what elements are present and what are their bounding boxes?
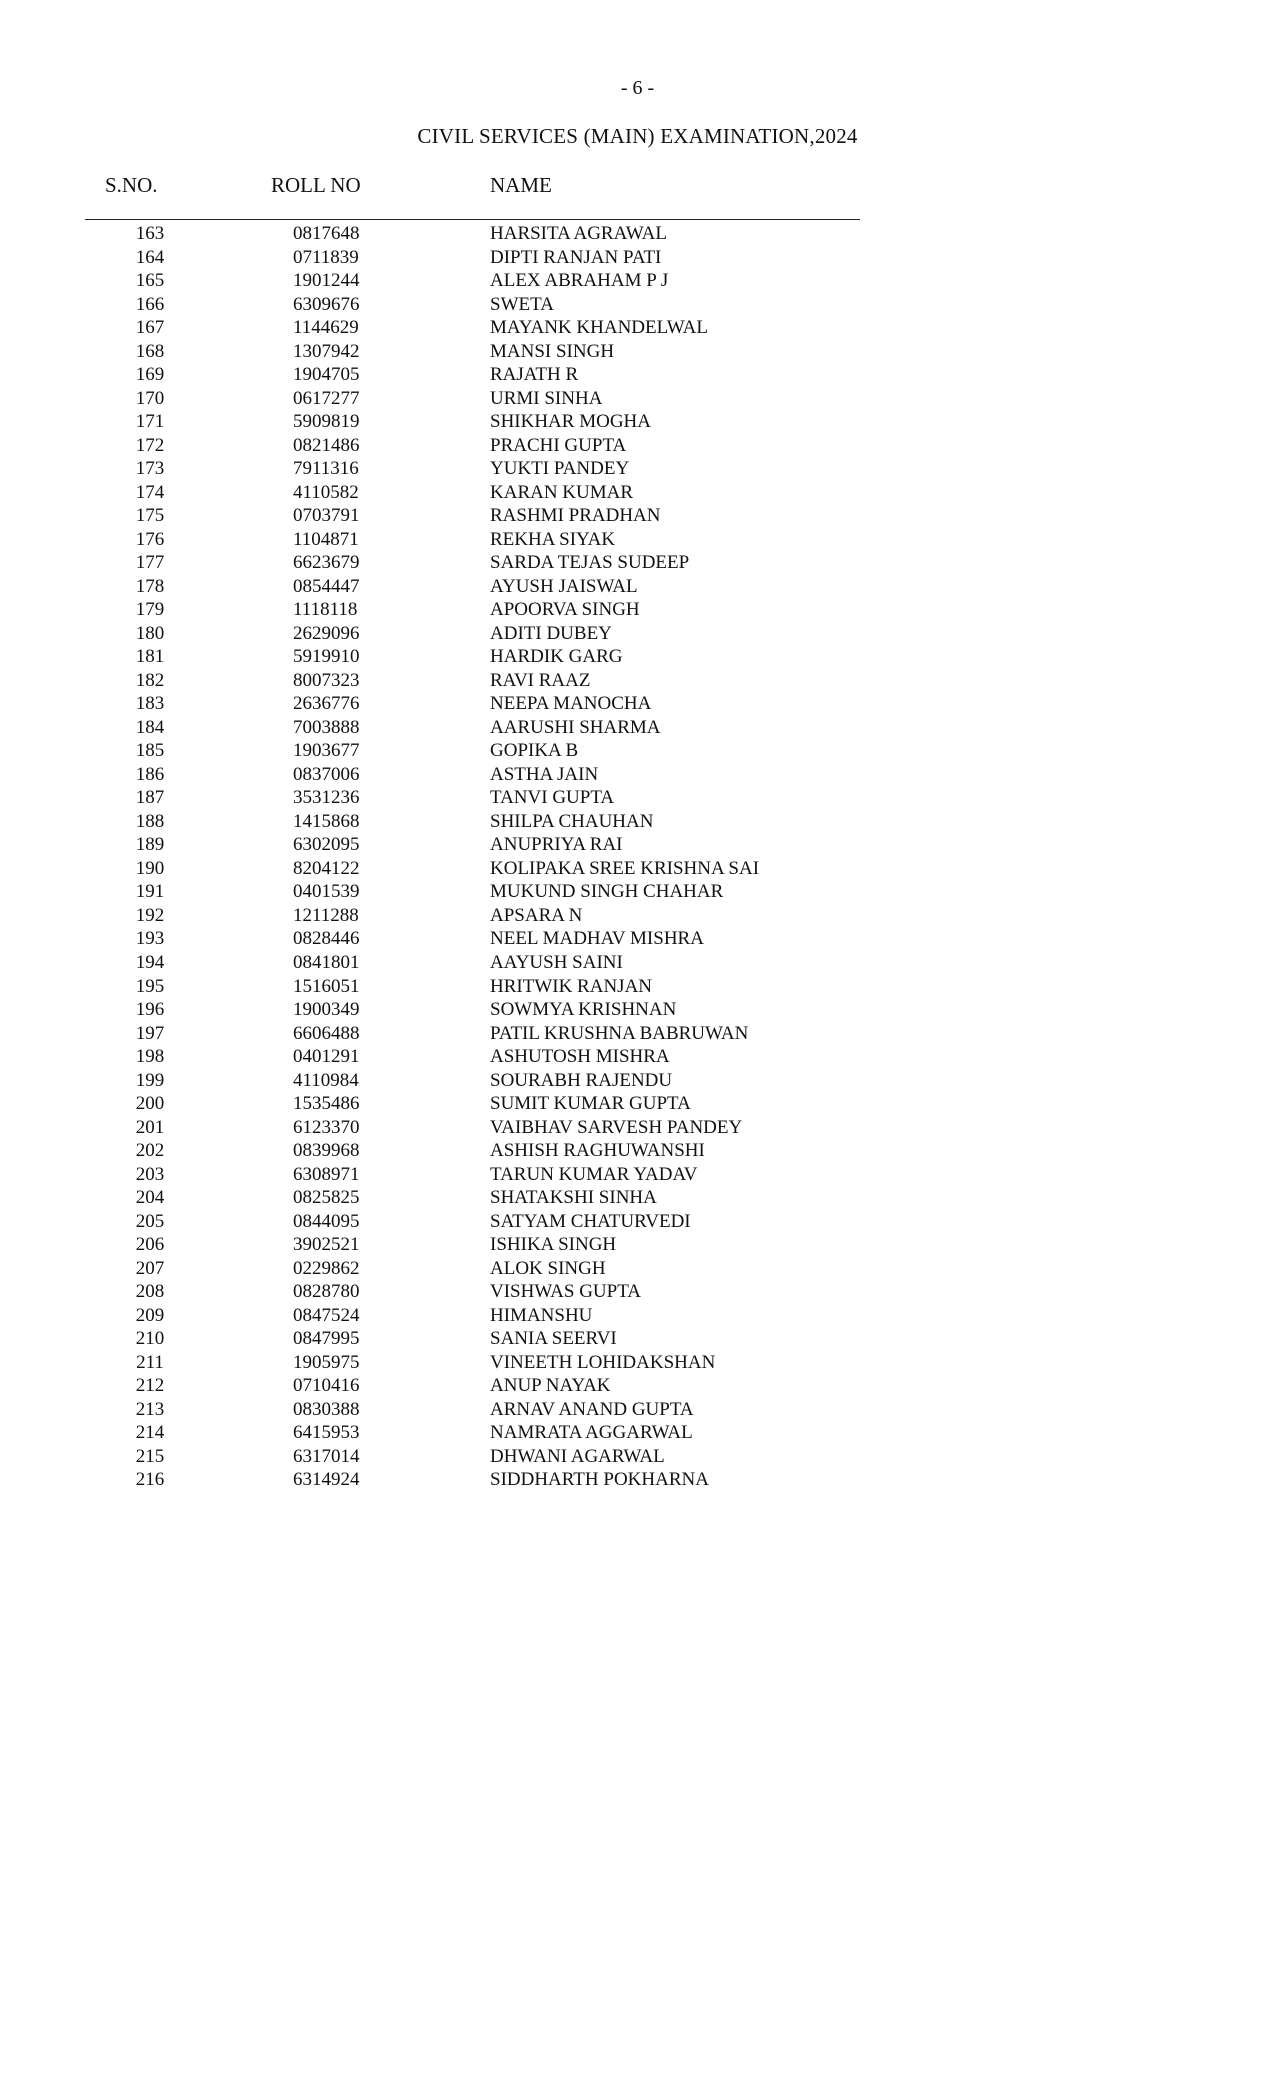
table-row bbox=[0, 269, 900, 293]
serial-number-cell: 188 bbox=[135, 810, 165, 832]
serial-number-cell: 214 bbox=[135, 1422, 165, 1444]
roll-number-cell: 1535486 bbox=[293, 1093, 360, 1115]
table-row bbox=[0, 222, 900, 246]
table-row bbox=[0, 363, 900, 387]
roll-number-cell: 6309676 bbox=[293, 293, 360, 315]
serial-number-cell: 196 bbox=[135, 999, 165, 1021]
table-row bbox=[0, 410, 900, 434]
roll-number-cell: 1516051 bbox=[293, 975, 360, 997]
candidate-name-cell: VAIBHAV SARVESH PANDEY bbox=[490, 1116, 743, 1138]
roll-number-cell: 0837006 bbox=[293, 763, 360, 785]
table-row bbox=[0, 575, 900, 599]
serial-number-cell: 175 bbox=[135, 505, 165, 527]
table-row bbox=[0, 434, 900, 458]
table-row bbox=[0, 1257, 900, 1281]
serial-number-cell: 197 bbox=[135, 1022, 165, 1044]
table-row bbox=[0, 1445, 900, 1469]
table-row bbox=[0, 716, 900, 740]
roll-number-cell: 0711839 bbox=[293, 246, 359, 268]
roll-number-cell: 6317014 bbox=[293, 1445, 360, 1467]
roll-number-cell: 1211288 bbox=[293, 904, 359, 926]
roll-number-cell: 6606488 bbox=[293, 1022, 360, 1044]
roll-number-cell: 0828446 bbox=[293, 928, 360, 950]
candidate-name-cell: GOPIKA B bbox=[490, 740, 579, 762]
candidate-name-cell: PRACHI GUPTA bbox=[490, 434, 627, 456]
table-row bbox=[0, 1398, 900, 1422]
roll-number-cell: 1144629 bbox=[293, 317, 359, 339]
candidate-name-cell: AARUSHI SHARMA bbox=[490, 716, 661, 738]
serial-number-cell: 183 bbox=[135, 693, 165, 715]
candidate-name-cell: HIMANSHU bbox=[490, 1304, 593, 1326]
table-row bbox=[0, 246, 900, 270]
table-row bbox=[0, 739, 900, 763]
table-row bbox=[0, 387, 900, 411]
table-row bbox=[0, 692, 900, 716]
roll-number-cell: 7911316 bbox=[293, 458, 359, 480]
candidate-name-cell: SOWMYA KRISHNAN bbox=[490, 999, 677, 1021]
serial-number-cell: 200 bbox=[135, 1093, 165, 1115]
table-row bbox=[0, 1186, 900, 1210]
candidate-name-cell: RAJATH R bbox=[490, 364, 579, 386]
serial-number-cell: 207 bbox=[135, 1257, 165, 1279]
roll-number-cell: 0841801 bbox=[293, 951, 360, 973]
roll-number-cell: 8204122 bbox=[293, 857, 360, 879]
candidate-name-cell: ARNAV ANAND GUPTA bbox=[490, 1398, 694, 1420]
candidate-name-cell: SATYAM CHATURVEDI bbox=[490, 1210, 691, 1232]
candidate-name-cell: PATIL KRUSHNA BABRUWAN bbox=[490, 1022, 749, 1044]
serial-number-cell: 201 bbox=[135, 1116, 165, 1138]
serial-number-cell: 198 bbox=[135, 1046, 165, 1068]
serial-number-cell: 181 bbox=[135, 646, 165, 668]
table-row bbox=[0, 1468, 900, 1492]
table-row bbox=[0, 975, 900, 999]
candidate-name-cell: TARUN KUMAR YADAV bbox=[490, 1163, 698, 1185]
serial-number-cell: 210 bbox=[135, 1328, 165, 1350]
roll-number-cell: 1901244 bbox=[293, 270, 360, 292]
serial-number-cell: 193 bbox=[135, 928, 165, 950]
serial-number-cell: 185 bbox=[135, 740, 165, 762]
table-row bbox=[0, 763, 900, 787]
roll-number-cell: 0617277 bbox=[293, 387, 360, 409]
serial-number-cell: 171 bbox=[135, 411, 165, 433]
column-header-roll-no: ROLL NO bbox=[271, 173, 361, 197]
roll-number-cell: 0847995 bbox=[293, 1328, 360, 1350]
candidate-name-cell: APOORVA SINGH bbox=[490, 599, 640, 621]
table-row bbox=[0, 340, 900, 364]
serial-number-cell: 174 bbox=[135, 481, 165, 503]
serial-number-cell: 195 bbox=[135, 975, 165, 997]
roll-number-cell: 2636776 bbox=[293, 693, 360, 715]
table-header bbox=[0, 171, 900, 199]
candidate-name-cell: NEEL MADHAV MISHRA bbox=[490, 928, 704, 950]
table-row bbox=[0, 528, 900, 552]
roll-number-cell: 3902521 bbox=[293, 1234, 360, 1256]
candidate-name-cell: DIPTI RANJAN PATI bbox=[490, 246, 662, 268]
roll-number-cell: 5919910 bbox=[293, 646, 360, 668]
table-row bbox=[0, 1210, 900, 1234]
roll-number-cell: 0401539 bbox=[293, 881, 360, 903]
serial-number-cell: 192 bbox=[135, 904, 165, 926]
table-row bbox=[0, 1069, 900, 1093]
table-row bbox=[0, 1139, 900, 1163]
candidate-name-cell: VINEETH LOHIDAKSHAN bbox=[490, 1351, 716, 1373]
results-table bbox=[0, 222, 900, 1492]
serial-number-cell: 180 bbox=[135, 622, 165, 644]
candidate-name-cell: RAVI RAAZ bbox=[490, 669, 591, 691]
serial-number-cell: 209 bbox=[135, 1304, 165, 1326]
roll-number-cell: 0839968 bbox=[293, 1140, 360, 1162]
table-row bbox=[0, 1022, 900, 1046]
table-row bbox=[0, 645, 900, 669]
candidate-name-cell: NAMRATA AGGARWAL bbox=[490, 1422, 693, 1444]
serial-number-cell: 189 bbox=[135, 834, 165, 856]
roll-number-cell: 6415953 bbox=[293, 1422, 360, 1444]
table-row bbox=[0, 504, 900, 528]
roll-number-cell: 5909819 bbox=[293, 411, 360, 433]
table-row bbox=[0, 904, 900, 928]
candidate-name-cell: YUKTI PANDEY bbox=[490, 458, 630, 480]
candidate-name-cell: SHIKHAR MOGHA bbox=[490, 411, 651, 433]
table-row bbox=[0, 551, 900, 575]
table-row bbox=[0, 598, 900, 622]
roll-number-cell: 8007323 bbox=[293, 669, 360, 691]
serial-number-cell: 215 bbox=[135, 1445, 165, 1467]
candidate-name-cell: SHILPA CHAUHAN bbox=[490, 810, 654, 832]
candidate-name-cell: ALEX ABRAHAM P J bbox=[490, 270, 669, 292]
candidate-name-cell: APSARA N bbox=[490, 904, 583, 926]
serial-number-cell: 165 bbox=[135, 270, 165, 292]
table-row bbox=[0, 880, 900, 904]
table-row bbox=[0, 1233, 900, 1257]
table-row bbox=[0, 786, 900, 810]
candidate-name-cell: VISHWAS GUPTA bbox=[490, 1281, 642, 1303]
candidate-name-cell: URMI SINHA bbox=[490, 387, 603, 409]
candidate-name-cell: HRITWIK RANJAN bbox=[490, 975, 653, 997]
roll-number-cell: 0844095 bbox=[293, 1210, 360, 1232]
candidate-name-cell: ISHIKA SINGH bbox=[490, 1234, 617, 1256]
roll-number-cell: 0847524 bbox=[293, 1304, 360, 1326]
table-row bbox=[0, 1351, 900, 1375]
table-row bbox=[0, 1280, 900, 1304]
candidate-name-cell: MAYANK KHANDELWAL bbox=[490, 317, 708, 339]
table-row bbox=[0, 293, 900, 317]
roll-number-cell: 0703791 bbox=[293, 505, 360, 527]
header-divider bbox=[85, 219, 860, 220]
serial-number-cell: 213 bbox=[135, 1398, 165, 1420]
roll-number-cell: 1905975 bbox=[293, 1351, 360, 1373]
table-row bbox=[0, 951, 900, 975]
candidate-name-cell: HARDIK GARG bbox=[490, 646, 623, 668]
candidate-name-cell: DHWANI AGARWAL bbox=[490, 1445, 665, 1467]
table-row bbox=[0, 998, 900, 1022]
table-row bbox=[0, 833, 900, 857]
serial-number-cell: 169 bbox=[135, 364, 165, 386]
roll-number-cell: 1415868 bbox=[293, 810, 360, 832]
table-row bbox=[0, 1374, 900, 1398]
serial-number-cell: 199 bbox=[135, 1069, 165, 1091]
table-row bbox=[0, 810, 900, 834]
roll-number-cell: 1104871 bbox=[293, 528, 359, 550]
table-row bbox=[0, 622, 900, 646]
candidate-name-cell: SANIA SEERVI bbox=[490, 1328, 617, 1350]
table-row bbox=[0, 1116, 900, 1140]
roll-number-cell: 6123370 bbox=[293, 1116, 360, 1138]
candidate-name-cell: SARDA TEJAS SUDEEP bbox=[490, 552, 690, 574]
roll-number-cell: 6314924 bbox=[293, 1469, 360, 1491]
candidate-name-cell: ASTHA JAIN bbox=[490, 763, 599, 785]
roll-number-cell: 0830388 bbox=[293, 1398, 360, 1420]
serial-number-cell: 204 bbox=[135, 1187, 165, 1209]
roll-number-cell: 7003888 bbox=[293, 716, 360, 738]
roll-number-cell: 1904705 bbox=[293, 364, 360, 386]
table-row bbox=[0, 669, 900, 693]
serial-number-cell: 187 bbox=[135, 787, 165, 809]
roll-number-cell: 6623679 bbox=[293, 552, 360, 574]
candidate-name-cell: SHATAKSHI SINHA bbox=[490, 1187, 657, 1209]
serial-number-cell: 179 bbox=[135, 599, 165, 621]
roll-number-cell: 4110984 bbox=[293, 1069, 359, 1091]
serial-number-cell: 202 bbox=[135, 1140, 165, 1162]
candidate-name-cell: SIDDHARTH POKHARNA bbox=[490, 1469, 709, 1491]
candidate-name-cell: REKHA SIYAK bbox=[490, 528, 616, 550]
table-row bbox=[0, 481, 900, 505]
roll-number-cell: 0401291 bbox=[293, 1046, 360, 1068]
serial-number-cell: 182 bbox=[135, 669, 165, 691]
column-header-sno: S.NO. bbox=[105, 173, 158, 197]
table-row bbox=[0, 316, 900, 340]
candidate-name-cell: SWETA bbox=[490, 293, 554, 315]
roll-number-cell: 0229862 bbox=[293, 1257, 360, 1279]
candidate-name-cell: ASHISH RAGHUWANSHI bbox=[490, 1140, 705, 1162]
roll-number-cell: 1900349 bbox=[293, 999, 360, 1021]
candidate-name-cell: SOURABH RAJENDU bbox=[490, 1069, 673, 1091]
table-row bbox=[0, 1421, 900, 1445]
candidate-name-cell: HARSITA AGRAWAL bbox=[490, 223, 667, 244]
table-row bbox=[0, 927, 900, 951]
page-number: - 6 - bbox=[620, 77, 655, 99]
candidate-name-cell: RASHMI PRADHAN bbox=[490, 505, 661, 527]
serial-number-cell: 166 bbox=[135, 293, 165, 315]
serial-number-cell: 212 bbox=[135, 1375, 165, 1397]
serial-number-cell: 194 bbox=[135, 951, 165, 973]
serial-number-cell: 164 bbox=[135, 246, 165, 268]
candidate-name-cell: ASHUTOSH MISHRA bbox=[490, 1046, 670, 1068]
serial-number-cell: 178 bbox=[135, 575, 165, 597]
serial-number-cell: 208 bbox=[135, 1281, 165, 1303]
table-row bbox=[0, 1163, 900, 1187]
table-row bbox=[0, 457, 900, 481]
serial-number-cell: 206 bbox=[135, 1234, 165, 1256]
candidate-name-cell: KARAN KUMAR bbox=[490, 481, 634, 503]
roll-number-cell: 6308971 bbox=[293, 1163, 360, 1185]
candidate-name-cell: NEEPA MANOCHA bbox=[490, 693, 652, 715]
candidate-name-cell: AAYUSH SAINI bbox=[490, 951, 623, 973]
serial-number-cell: 176 bbox=[135, 528, 165, 550]
serial-number-cell: 190 bbox=[135, 857, 165, 879]
roll-number-cell: 2629096 bbox=[293, 622, 360, 644]
column-header-name: NAME bbox=[490, 173, 552, 197]
serial-number-cell: 216 bbox=[135, 1469, 165, 1491]
roll-number-cell: 0828780 bbox=[293, 1281, 360, 1303]
roll-number-cell: 0825825 bbox=[293, 1187, 360, 1209]
roll-number-cell: 0854447 bbox=[293, 575, 360, 597]
candidate-name-cell: KOLIPAKA SREE KRISHNA SAI bbox=[490, 857, 760, 879]
candidate-name-cell: AYUSH JAISWAL bbox=[490, 575, 638, 597]
candidate-name-cell: ANUP NAYAK bbox=[490, 1375, 611, 1397]
serial-number-cell: 163 bbox=[135, 223, 165, 244]
candidate-name-cell: SUMIT KUMAR GUPTA bbox=[490, 1093, 691, 1115]
roll-number-cell: 6302095 bbox=[293, 834, 360, 856]
serial-number-cell: 173 bbox=[135, 458, 165, 480]
roll-number-cell: 3531236 bbox=[293, 787, 360, 809]
roll-number-cell: 1307942 bbox=[293, 340, 360, 362]
roll-number-cell: 1903677 bbox=[293, 740, 360, 762]
table-row bbox=[0, 1045, 900, 1069]
roll-number-cell: 0710416 bbox=[293, 1375, 360, 1397]
candidate-name-cell: ALOK SINGH bbox=[490, 1257, 606, 1279]
roll-number-cell: 4110582 bbox=[293, 481, 359, 503]
serial-number-cell: 177 bbox=[135, 552, 165, 574]
serial-number-cell: 168 bbox=[135, 340, 165, 362]
table-row bbox=[0, 1092, 900, 1116]
candidate-name-cell: TANVI GUPTA bbox=[490, 787, 615, 809]
candidate-name-cell: MANSI SINGH bbox=[490, 340, 615, 362]
candidate-name-cell: MUKUND SINGH CHAHAR bbox=[490, 881, 724, 903]
serial-number-cell: 170 bbox=[135, 387, 165, 409]
table-row bbox=[0, 1304, 900, 1328]
roll-number-cell: 0817648 bbox=[293, 223, 360, 244]
candidate-name-cell: ANUPRIYA RAI bbox=[490, 834, 623, 856]
serial-number-cell: 184 bbox=[135, 716, 165, 738]
serial-number-cell: 191 bbox=[135, 881, 165, 903]
table-row bbox=[0, 1327, 900, 1351]
roll-number-cell: 1118118 bbox=[293, 599, 358, 621]
serial-number-cell: 167 bbox=[135, 317, 165, 339]
exam-title: CIVIL SERVICES (MAIN) EXAMINATION,2024 bbox=[417, 124, 858, 148]
serial-number-cell: 211 bbox=[136, 1351, 164, 1373]
candidate-name-cell: ADITI DUBEY bbox=[490, 622, 612, 644]
roll-number-cell: 0821486 bbox=[293, 434, 360, 456]
table-row bbox=[0, 857, 900, 881]
serial-number-cell: 186 bbox=[135, 763, 165, 785]
serial-number-cell: 205 bbox=[135, 1210, 165, 1232]
serial-number-cell: 203 bbox=[135, 1163, 165, 1185]
serial-number-cell: 172 bbox=[135, 434, 165, 456]
